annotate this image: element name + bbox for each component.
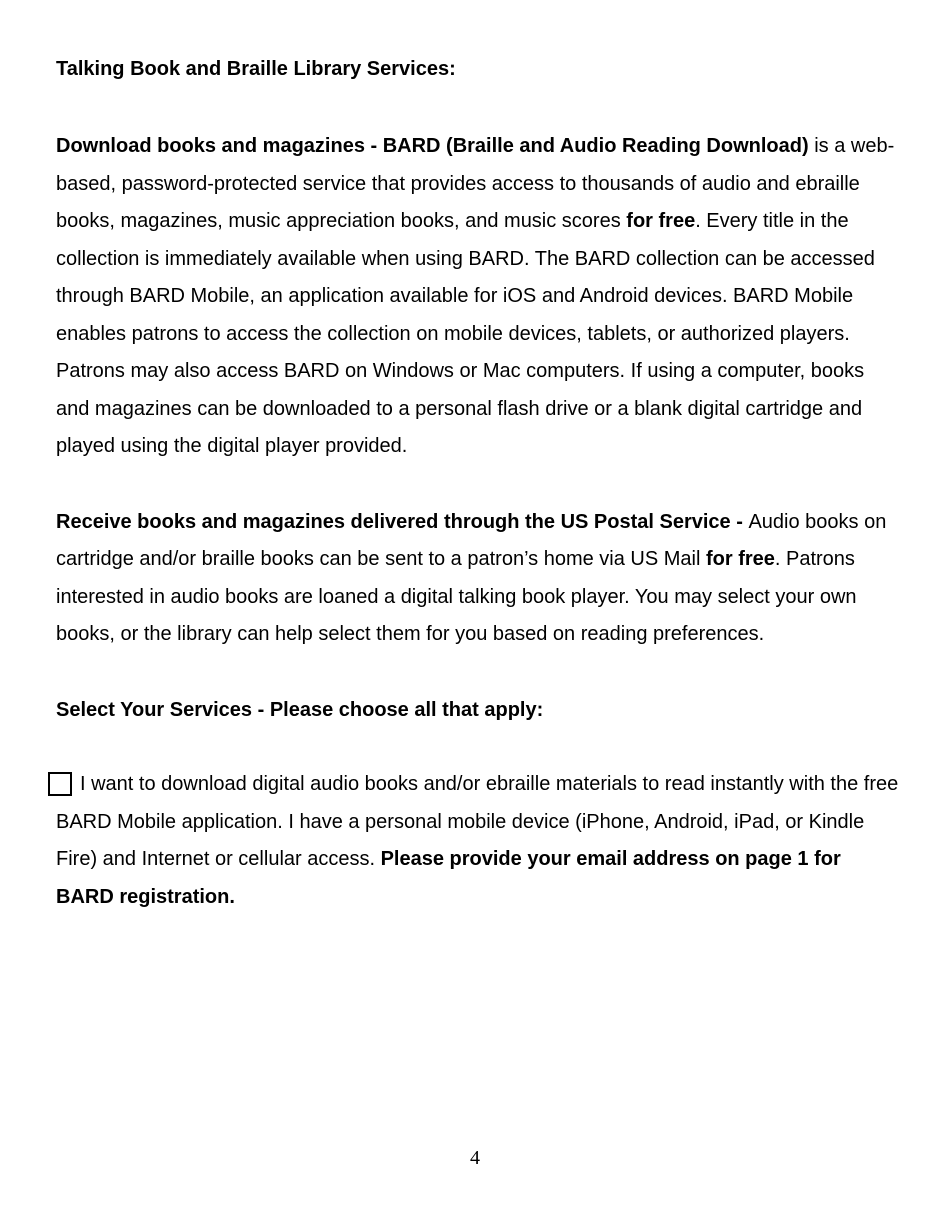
option-bard-mobile-text: [56, 766, 901, 916]
bard-section-text-2: . Every title in the collection is immediately available when using BARD. The BARD collection can be accessed through BARD Mobile, an application available for iOS and Android devices. BARD Mobile enables patrons to access the collection on mobile devices, tablets, or authorized players. Patrons may also access BARD on Windows or Mac computers. If using a computer, books and magazines can be downloaded to a personal flash drive or a blank digital cartridge and played using the digital player provided.: [56, 210, 875, 457]
select-services-heading: Select Your Services - Please choose all that apply:: [56, 698, 544, 721]
mail-section-free: for free: [705, 548, 775, 570]
bard-section-lead: Download books and magazines - BARD (Braille and Audio Reading Download): [56, 135, 809, 157]
page-number: 4: [470, 1147, 480, 1169]
spacer: [56, 729, 901, 766]
bard-section-free: for free: [626, 210, 696, 232]
spacer: [56, 466, 901, 504]
mail-section-text-1: Audio books on cartridge and/or braille books can be sent to a patron’s home via US Mail: [56, 510, 887, 570]
option-bard-mobile-note: Please provide your email address on page 1 for BARD registration.: [56, 848, 841, 908]
option-bard-mobile: [56, 766, 901, 916]
spacer: [56, 84, 901, 128]
document-page: [56, 54, 901, 916]
bard-section: [56, 128, 901, 466]
mail-section: [56, 504, 901, 654]
option-bard-mobile-label: I want to download digital audio books and/or ebraille materials to read instantly with the free BARD Mobile application. I have a personal mobile device (iPhone, Android, iPad, or Kindle Fire) and Internet or cellular access.: [56, 773, 899, 870]
bard-section-text-1: is a web-based, password-protected service that provides access to thousands of audio and ebraille books, magazines, music appreciation books, and music scores: [56, 135, 895, 232]
bard-mobile-checkbox[interactable]: [48, 772, 72, 796]
spacer: [56, 654, 901, 692]
page-title: Talking Book and Braille Library Services:: [56, 58, 456, 80]
mail-section-lead: Receive books and magazines delivered through the US Postal Service -: [56, 510, 749, 533]
mail-section-text-2: . Patrons interested in audio books are loaned a digital talking book player. You may select your own books, or the library can help select them for you based on reading preferences.: [56, 548, 857, 645]
